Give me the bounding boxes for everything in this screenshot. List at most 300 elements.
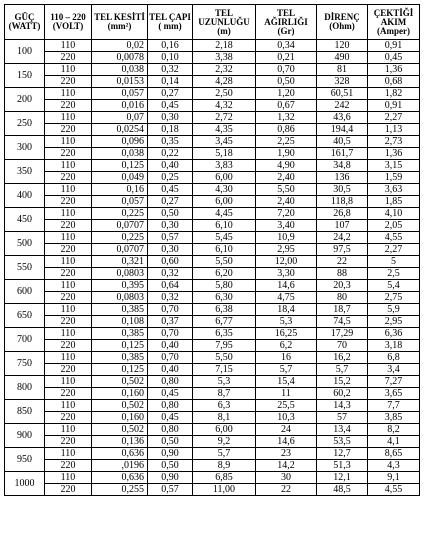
resistance-cell: 24,2 — [317, 232, 368, 244]
wire-length-cell: 5,3 — [193, 376, 256, 388]
wire-section-cell: 0,057 — [92, 88, 148, 100]
wire-diameter-cell: 0,45 — [148, 388, 193, 400]
wire-weight-cell: 3,40 — [256, 220, 317, 232]
header-current: ÇEKTİĞİ AKIM (Amper) — [368, 5, 420, 40]
wire-length-cell: 2,32 — [193, 64, 256, 76]
table-row — [5, 352, 420, 364]
wire-weight-cell: 18,4 — [256, 304, 317, 316]
table-row — [5, 460, 420, 472]
current-cell: 5 — [368, 256, 420, 268]
power-cell: 200 — [5, 88, 45, 112]
resistance-cell: 88 — [317, 268, 368, 280]
voltage-cell: 110 — [45, 208, 92, 220]
wire-weight-cell: 1,32 — [256, 112, 317, 124]
wire-diameter-cell: 0,30 — [148, 220, 193, 232]
wire-length-cell: 6,35 — [193, 328, 256, 340]
header-voltage: 110 – 220 (VOLT) — [45, 5, 92, 40]
current-cell: 6,8 — [368, 352, 420, 364]
resistance-cell: 15,2 — [317, 376, 368, 388]
wire-length-cell: 6,77 — [193, 316, 256, 328]
wire-section-cell: 0,502 — [92, 424, 148, 436]
power-cell: 600 — [5, 280, 45, 304]
wire-weight-cell: 22 — [256, 484, 317, 496]
wire-length-cell: 3,83 — [193, 160, 256, 172]
current-cell: 4,1 — [368, 436, 420, 448]
wire-diameter-cell: 0,32 — [148, 64, 193, 76]
table-row — [5, 472, 420, 484]
resistance-cell: 490 — [317, 52, 368, 64]
current-cell: 2,27 — [368, 244, 420, 256]
wire-diameter-cell: 0,30 — [148, 244, 193, 256]
wire-diameter-cell: 0,90 — [148, 472, 193, 484]
wire-section-cell: 0,0707 — [92, 220, 148, 232]
table-row — [5, 76, 420, 88]
wire-section-cell: 0,038 — [92, 64, 148, 76]
wire-section-cell: 0,636 — [92, 448, 148, 460]
voltage-cell: 220 — [45, 172, 92, 184]
resistance-cell: 107 — [317, 220, 368, 232]
wire-weight-cell: 14,2 — [256, 460, 317, 472]
wire-length-cell: 9,2 — [193, 436, 256, 448]
current-cell: 1,36 — [368, 64, 420, 76]
wire-section-cell: 0,049 — [92, 172, 148, 184]
voltage-cell: 220 — [45, 388, 92, 400]
table-row — [5, 424, 420, 436]
power-cell: 950 — [5, 448, 45, 472]
header-wire-diameter: TEL ÇAPI ( mm) — [148, 5, 193, 40]
wire-weight-cell: 24 — [256, 424, 317, 436]
voltage-cell: 110 — [45, 304, 92, 316]
resistance-cell: 51,3 — [317, 460, 368, 472]
resistance-cell: 40,5 — [317, 136, 368, 148]
wire-weight-cell: 0,67 — [256, 100, 317, 112]
wire-diameter-cell: 0,25 — [148, 172, 193, 184]
wire-section-cell: 0,225 — [92, 208, 148, 220]
wire-weight-cell: 1,20 — [256, 88, 317, 100]
voltage-cell: 110 — [45, 88, 92, 100]
table-row — [5, 40, 420, 52]
wire-weight-cell: 2,25 — [256, 136, 317, 148]
voltage-cell: 110 — [45, 160, 92, 172]
wire-diameter-cell: 0,27 — [148, 88, 193, 100]
current-cell: 3,4 — [368, 364, 420, 376]
wire-diameter-cell: 0,50 — [148, 460, 193, 472]
wire-weight-cell: 4,90 — [256, 160, 317, 172]
resistance-cell: 34,8 — [317, 160, 368, 172]
current-cell: 1,13 — [368, 124, 420, 136]
voltage-cell: 110 — [45, 448, 92, 460]
current-cell: 5,9 — [368, 304, 420, 316]
resistance-cell: 43,6 — [317, 112, 368, 124]
current-cell: 3,85 — [368, 412, 420, 424]
wire-length-cell: 8,9 — [193, 460, 256, 472]
header-wire-length: TEL UZUNLUĞU (m) — [193, 5, 256, 40]
current-cell: 7,27 — [368, 376, 420, 388]
power-cell: 350 — [5, 160, 45, 184]
wire-section-cell: 0,385 — [92, 352, 148, 364]
table-row — [5, 292, 420, 304]
wire-section-cell: 0,125 — [92, 160, 148, 172]
current-cell: 1,59 — [368, 172, 420, 184]
wire-length-cell: 7,95 — [193, 340, 256, 352]
wire-diameter-cell: 0,45 — [148, 184, 193, 196]
resistance-cell: 60,2 — [317, 388, 368, 400]
voltage-cell: 220 — [45, 460, 92, 472]
power-cell: 100 — [5, 40, 45, 64]
wire-section-cell: 0,502 — [92, 376, 148, 388]
power-cell: 150 — [5, 64, 45, 88]
wire-section-cell: 0,225 — [92, 232, 148, 244]
wire-weight-cell: 2,40 — [256, 196, 317, 208]
current-cell: 4,55 — [368, 232, 420, 244]
table-row — [5, 340, 420, 352]
wire-length-cell: 6,00 — [193, 424, 256, 436]
wire-section-cell: 0,125 — [92, 364, 148, 376]
wire-weight-cell: 14,6 — [256, 436, 317, 448]
wire-weight-cell: 1,90 — [256, 148, 317, 160]
current-cell: 0,45 — [368, 52, 420, 64]
voltage-cell: 110 — [45, 328, 92, 340]
table-row — [5, 328, 420, 340]
current-cell: 5,4 — [368, 280, 420, 292]
wire-length-cell: 5,80 — [193, 280, 256, 292]
resistance-cell: 60,51 — [317, 88, 368, 100]
power-cell: 900 — [5, 424, 45, 448]
wire-section-cell: 0,385 — [92, 328, 148, 340]
wire-weight-cell: 0,50 — [256, 76, 317, 88]
table-row — [5, 112, 420, 124]
table-body — [5, 40, 420, 496]
current-cell: 2,73 — [368, 136, 420, 148]
table-row — [5, 100, 420, 112]
voltage-cell: 110 — [45, 184, 92, 196]
voltage-cell: 220 — [45, 52, 92, 64]
wire-diameter-cell: 0,80 — [148, 400, 193, 412]
wire-length-cell: 5,50 — [193, 352, 256, 364]
resistance-cell: 161,7 — [317, 148, 368, 160]
current-cell: 4,3 — [368, 460, 420, 472]
wire-length-cell: 8,7 — [193, 388, 256, 400]
resistance-cell: 81 — [317, 64, 368, 76]
wire-length-cell: 6,10 — [193, 244, 256, 256]
wire-weight-cell: 10,3 — [256, 412, 317, 424]
wire-length-cell: 2,72 — [193, 112, 256, 124]
wire-section-cell: 0,096 — [92, 136, 148, 148]
resistance-cell: 328 — [317, 76, 368, 88]
table-row — [5, 412, 420, 424]
wire-diameter-cell: 0,50 — [148, 436, 193, 448]
header-wire-section: TEL KESİTİ (mm²) — [92, 5, 148, 40]
power-cell: 400 — [5, 184, 45, 208]
resistance-cell: 30,5 — [317, 184, 368, 196]
table-row — [5, 400, 420, 412]
resistance-cell: 194,4 — [317, 124, 368, 136]
table-row — [5, 136, 420, 148]
resistance-cell: 242 — [317, 100, 368, 112]
table-row — [5, 316, 420, 328]
wire-section-cell: 0,321 — [92, 256, 148, 268]
wire-diameter-cell: 0,32 — [148, 268, 193, 280]
table-row — [5, 88, 420, 100]
current-cell: 2,5 — [368, 268, 420, 280]
wire-length-cell: 5,50 — [193, 256, 256, 268]
current-cell: 1,36 — [368, 148, 420, 160]
wire-section-cell: 0,0153 — [92, 76, 148, 88]
current-cell: 4,10 — [368, 208, 420, 220]
wire-section-cell: 0,502 — [92, 400, 148, 412]
wire-section-cell: 0,160 — [92, 412, 148, 424]
resistance-cell: 120 — [317, 40, 368, 52]
wire-diameter-cell: 0,70 — [148, 328, 193, 340]
wire-section-cell: 0,136 — [92, 436, 148, 448]
wire-weight-cell: 16 — [256, 352, 317, 364]
wire-section-cell: 0,395 — [92, 280, 148, 292]
wire-weight-cell: 2,40 — [256, 172, 317, 184]
current-cell: 3,18 — [368, 340, 420, 352]
resistance-cell: 53,5 — [317, 436, 368, 448]
resistance-cell: 5,7 — [317, 364, 368, 376]
resistance-cell: 26,8 — [317, 208, 368, 220]
table-row — [5, 148, 420, 160]
wire-diameter-cell: 0,14 — [148, 76, 193, 88]
current-cell: 2,75 — [368, 292, 420, 304]
wire-section-cell: 0,255 — [92, 484, 148, 496]
wire-length-cell: 3,38 — [193, 52, 256, 64]
power-cell: 700 — [5, 328, 45, 352]
voltage-cell: 110 — [45, 280, 92, 292]
wire-diameter-cell: 0,64 — [148, 280, 193, 292]
resistance-cell: 136 — [317, 172, 368, 184]
wire-diameter-cell: 0,57 — [148, 232, 193, 244]
wire-section-cell: 0,0254 — [92, 124, 148, 136]
table-row — [5, 64, 420, 76]
voltage-cell: 110 — [45, 256, 92, 268]
current-cell: 3,65 — [368, 388, 420, 400]
current-cell: 1,82 — [368, 88, 420, 100]
wire-diameter-cell: 0,27 — [148, 196, 193, 208]
table-row — [5, 448, 420, 460]
table-row — [5, 208, 420, 220]
power-cell: 550 — [5, 256, 45, 280]
resistance-wire-table-container — [4, 4, 420, 496]
table-row — [5, 184, 420, 196]
wire-length-cell: 4,32 — [193, 100, 256, 112]
table-row — [5, 52, 420, 64]
wire-length-cell: 5,45 — [193, 232, 256, 244]
wire-diameter-cell: 0,22 — [148, 148, 193, 160]
wire-diameter-cell: 0,37 — [148, 316, 193, 328]
table-row — [5, 268, 420, 280]
voltage-cell: 220 — [45, 124, 92, 136]
voltage-cell: 110 — [45, 376, 92, 388]
voltage-cell: 110 — [45, 112, 92, 124]
header-resistance: DİRENÇ (Ohm) — [317, 5, 368, 40]
wire-weight-cell: 0,86 — [256, 124, 317, 136]
wire-weight-cell: 4,75 — [256, 292, 317, 304]
wire-weight-cell: 0,21 — [256, 52, 317, 64]
wire-weight-cell: 25,5 — [256, 400, 317, 412]
wire-length-cell: 5,18 — [193, 148, 256, 160]
table-row — [5, 124, 420, 136]
current-cell: 8,2 — [368, 424, 420, 436]
resistance-cell: 14,3 — [317, 400, 368, 412]
wire-length-cell: 4,28 — [193, 76, 256, 88]
wire-length-cell: 6,20 — [193, 268, 256, 280]
wire-weight-cell: 3,30 — [256, 268, 317, 280]
current-cell: 4,55 — [368, 484, 420, 496]
resistance-cell: 22 — [317, 256, 368, 268]
table-row — [5, 376, 420, 388]
wire-diameter-cell: 0,57 — [148, 484, 193, 496]
wire-length-cell: 4,35 — [193, 124, 256, 136]
wire-section-cell: 0,125 — [92, 340, 148, 352]
resistance-cell: 17,29 — [317, 328, 368, 340]
voltage-cell: 220 — [45, 244, 92, 256]
wire-section-cell: 0,0707 — [92, 244, 148, 256]
voltage-cell: 220 — [45, 100, 92, 112]
current-cell: 6,36 — [368, 328, 420, 340]
power-cell: 650 — [5, 304, 45, 328]
voltage-cell: 220 — [45, 148, 92, 160]
wire-weight-cell: 12,00 — [256, 256, 317, 268]
wire-section-cell: 0,636 — [92, 472, 148, 484]
table-row — [5, 436, 420, 448]
wire-weight-cell: 15,4 — [256, 376, 317, 388]
current-cell: 7,7 — [368, 400, 420, 412]
wire-weight-cell: 7,20 — [256, 208, 317, 220]
voltage-cell: 110 — [45, 424, 92, 436]
resistance-cell: 12,1 — [317, 472, 368, 484]
wire-length-cell: 6,38 — [193, 304, 256, 316]
voltage-cell: 220 — [45, 484, 92, 496]
wire-weight-cell: 16,25 — [256, 328, 317, 340]
current-cell: 2,05 — [368, 220, 420, 232]
wire-weight-cell: 10,9 — [256, 232, 317, 244]
voltage-cell: 220 — [45, 340, 92, 352]
resistance-cell: 16,2 — [317, 352, 368, 364]
wire-diameter-cell: 0,45 — [148, 412, 193, 424]
resistance-cell: 80 — [317, 292, 368, 304]
wire-length-cell: 2,50 — [193, 88, 256, 100]
voltage-cell: 220 — [45, 196, 92, 208]
wire-diameter-cell: 0,30 — [148, 112, 193, 124]
voltage-cell: 220 — [45, 436, 92, 448]
current-cell: 0,91 — [368, 40, 420, 52]
wire-length-cell: 5,7 — [193, 448, 256, 460]
voltage-cell: 220 — [45, 364, 92, 376]
wire-diameter-cell: 0,80 — [148, 424, 193, 436]
wire-diameter-cell: 0,32 — [148, 292, 193, 304]
power-cell: 800 — [5, 376, 45, 400]
table-row — [5, 304, 420, 316]
wire-length-cell: 6,00 — [193, 172, 256, 184]
current-cell: 2,27 — [368, 112, 420, 124]
table-row — [5, 220, 420, 232]
resistance-cell: 74,5 — [317, 316, 368, 328]
wire-length-cell: 6,00 — [193, 196, 256, 208]
wire-length-cell: 7,15 — [193, 364, 256, 376]
voltage-cell: 220 — [45, 268, 92, 280]
wire-section-cell: 0,0803 — [92, 268, 148, 280]
wire-length-cell: 6,10 — [193, 220, 256, 232]
wire-diameter-cell: 0,70 — [148, 304, 193, 316]
current-cell: 0,91 — [368, 100, 420, 112]
table-row — [5, 280, 420, 292]
power-cell: 1000 — [5, 472, 45, 496]
power-cell: 500 — [5, 232, 45, 256]
wire-length-cell: 4,30 — [193, 184, 256, 196]
wire-diameter-cell: 0,90 — [148, 448, 193, 460]
current-cell: 3,63 — [368, 184, 420, 196]
resistance-cell: 13,4 — [317, 424, 368, 436]
current-cell: 2,95 — [368, 316, 420, 328]
voltage-cell: 220 — [45, 220, 92, 232]
wire-diameter-cell: 0,50 — [148, 208, 193, 220]
wire-weight-cell: 30 — [256, 472, 317, 484]
wire-diameter-cell: 0,35 — [148, 136, 193, 148]
resistance-cell: 20,3 — [317, 280, 368, 292]
wire-diameter-cell: 0,40 — [148, 340, 193, 352]
wire-weight-cell: 5,3 — [256, 316, 317, 328]
current-cell: 9,1 — [368, 472, 420, 484]
power-cell: 300 — [5, 136, 45, 160]
voltage-cell: 220 — [45, 316, 92, 328]
wire-section-cell: 0,07 — [92, 112, 148, 124]
voltage-cell: 110 — [45, 232, 92, 244]
voltage-cell: 110 — [45, 136, 92, 148]
voltage-cell: 220 — [45, 292, 92, 304]
voltage-cell: 220 — [45, 76, 92, 88]
table-row — [5, 364, 420, 376]
voltage-cell: 220 — [45, 412, 92, 424]
wire-section-cell: 0,16 — [92, 184, 148, 196]
wire-section-cell: 0,02 — [92, 40, 148, 52]
wire-diameter-cell: 0,70 — [148, 352, 193, 364]
wire-length-cell: 11,00 — [193, 484, 256, 496]
resistance-wire-table — [4, 4, 420, 496]
table-row — [5, 256, 420, 268]
wire-section-cell: ,0196 — [92, 460, 148, 472]
wire-weight-cell: 6,2 — [256, 340, 317, 352]
voltage-cell: 110 — [45, 40, 92, 52]
wire-length-cell: 4,45 — [193, 208, 256, 220]
wire-section-cell: 0,0803 — [92, 292, 148, 304]
wire-diameter-cell: 0,18 — [148, 124, 193, 136]
header-wire-weight: TEL AĞIRLIĞI (Gr) — [256, 5, 317, 40]
table-row — [5, 160, 420, 172]
wire-length-cell: 3,45 — [193, 136, 256, 148]
wire-diameter-cell: 0,40 — [148, 160, 193, 172]
power-cell: 450 — [5, 208, 45, 232]
wire-diameter-cell: 0,60 — [148, 256, 193, 268]
voltage-cell: 110 — [45, 400, 92, 412]
table-row — [5, 172, 420, 184]
table-row — [5, 232, 420, 244]
wire-diameter-cell: 0,40 — [148, 364, 193, 376]
wire-section-cell: 0,108 — [92, 316, 148, 328]
wire-weight-cell: 0,70 — [256, 64, 317, 76]
resistance-cell: 12,7 — [317, 448, 368, 460]
resistance-cell: 57 — [317, 412, 368, 424]
wire-length-cell: 2,18 — [193, 40, 256, 52]
wire-weight-cell: 11 — [256, 388, 317, 400]
wire-weight-cell: 2,95 — [256, 244, 317, 256]
wire-section-cell: 0,160 — [92, 388, 148, 400]
resistance-cell: 48,5 — [317, 484, 368, 496]
wire-diameter-cell: 0,10 — [148, 52, 193, 64]
wire-weight-cell: 5,7 — [256, 364, 317, 376]
wire-weight-cell: 14,6 — [256, 280, 317, 292]
